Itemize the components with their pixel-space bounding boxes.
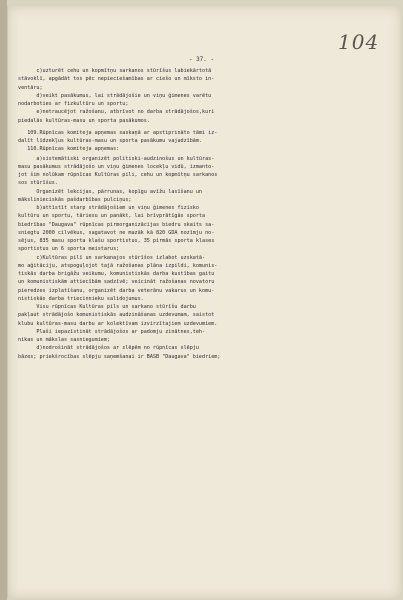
text-line: kultūru un sportu, tāriesu un panākt, lai brīvprātīgās sporta [18,213,206,220]
text-line: ventāru; [18,84,43,91]
text-line: Visu rūpnīcas Kultūras pils un sarkano stūrīšu darbu [18,304,196,310]
text-line: piedalās kultūras-masu un sporta pasākumos. [18,117,150,124]
text-line: d)veikt pasākumus, lai strādājošie un viņu ģimenes varētu [18,92,212,99]
text-line: tiskās darba brigāžu veikumu, komunistiskās darba kustības gaitu [18,271,215,277]
text-line: b)attīstīt starp strādājošiem un viņu ģimenes fizisko [18,205,199,211]
text-line: d)nodrošināt strādājošos ar slēpēm no rūpnīcas slēpju [18,345,199,352]
text-line: un komunistiskām attiecībām sadzīvē; veicināt ražošanas novatoru [18,279,215,286]
text-line: e)netraucējot ražošanu, atbrīvot no darba strādājošos,kuri [18,109,215,116]
text-line: 110.Rūpnīcas komiteja apņemas: [18,146,120,153]
text-line: nikas un mākslas sasniegumiem; [18,337,111,343]
text-line: nistiskās darba triecinnieku salidojumus. [18,295,144,302]
text-line: pakļaut strādājošo komunistiskās audzināšanas uzdevumam, saistot [18,312,215,319]
text-line: c)uzturēt cehu un kopmītņu sarkanos stūrīšus labiekārtotā [18,68,212,74]
text-line: jot šim nolūkam rūpnīcas Kultūras pili, cehu un kopmītņu sarkanos [18,172,218,178]
page-number: - 37. - [188,56,215,63]
text-line: sniegtu 2000 cilvēkus, sagatavot ne mazāk kā 820 GDA nozīmju no- [18,229,215,236]
page-binding-edge [0,0,7,600]
handwritten-archive-number: 104 [338,30,380,54]
text-line: sējus, 835 masu sporta klašu sportistus, 35 pirmās sporta klases [18,238,215,244]
text-line: masu pasākumus strādājošo un viņu ģimenes locekļu vidū, izmanto- [18,163,215,170]
text-line: mākslinieciskās pašdarbības pulciņus; [18,196,132,203]
text-line: Organizēt lekcijas, pārrunas, kopīgu avīžu lasīšanu un [18,188,203,195]
text-line: dalīt līdzekļus kultūras-masu un sporta pasākumu vajadzībām. [18,138,203,144]
text-line: c)Kultūras pilī un sarkanajos stūrīšos izlabot uzskatā- [18,254,206,261]
text-line: mo aģitāciju, atspoguļojot tajā ražošanas plāna izpildi, komunis- [18,262,218,269]
text-line: pieredzes izplatīšanu, organizēt darba veterānu vakarus un komu- [18,287,215,294]
text-line: sportistus un 6 sporta meistarus; [18,246,120,253]
text-line: klubu kultūras-masu darbu ar kolektīvam izvirzītajiem uzdevumiem. [18,320,218,327]
text-line: 109.Rūpnīcas komiteja apņemas saskaņā ar apstiprināto tāmi iz- [18,129,218,136]
text-line: a)sistemātiski organizēt politiski-audzinošus un kultūras- [18,155,215,162]
text-line: Plaši iepazīstināt strādājošos ar padomju zinātnes,teh- [18,328,206,335]
text-line: bāzes; priekšrocības slēpju saņemšanai ir BASB "Daugava" biedriem; [18,353,221,360]
text-line: biedrības "Daugava" rūpnīcas pirmorganizācijas biedru skaits sa- [18,221,215,228]
document-body-text [18,67,390,361]
text-line: stāvoklī, apgādāt tos pēc nepieciešamības ar ciešo un mīksto in- [18,76,215,83]
text-line: sos stūrīšus. [18,180,58,187]
text-line: nodarboties ar fizkultūru un sportu; [18,101,129,107]
